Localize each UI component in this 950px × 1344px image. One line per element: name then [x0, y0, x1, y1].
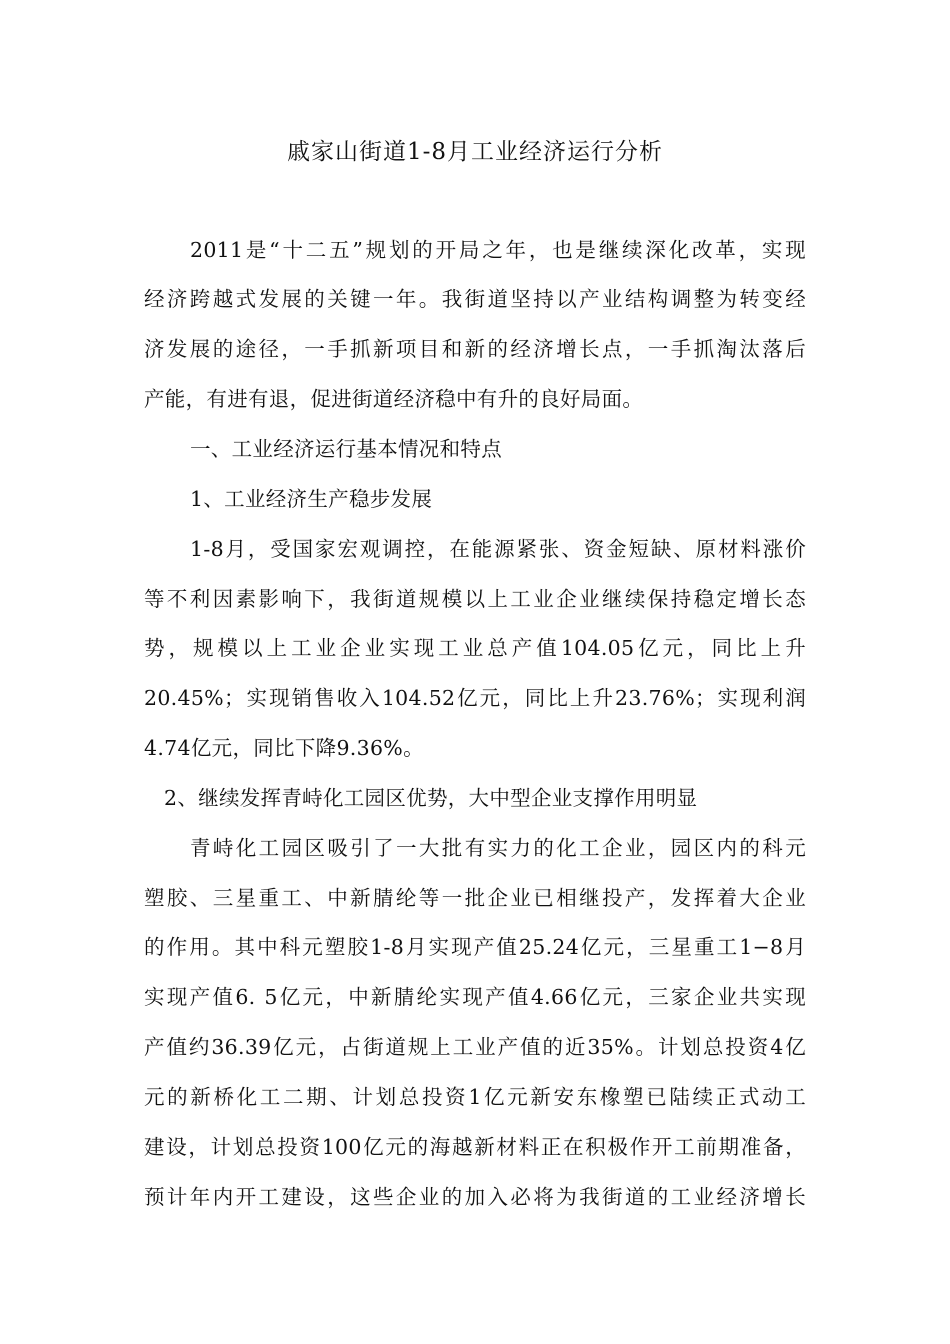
paragraph-line: 1-8月，受国家宏观调控，在能源紧张、资金短缺、原材料涨价: [190, 537, 806, 561]
subsection-heading: 2、继续发挥青峙化工园区优势，大中型企业支撑作用明显: [164, 786, 698, 810]
paragraph-line: 青峙化工园区吸引了一大批有实力的化工企业，园区内的科元: [190, 836, 806, 860]
paragraph-line: 预计年内开工建设，这些企业的加入必将为我街道的工业经济增长: [144, 1185, 806, 1209]
paragraph-line: 建设，计划总投资100亿元的海越新材料正在积极作开工前期准备，: [144, 1135, 806, 1159]
paragraph-line: 元的新桥化工二期、计划总投资1亿元新安东橡塑已陆续正式动工: [144, 1085, 806, 1109]
paragraph-line: 产值约36.39亿元，占街道规上工业产值的近35%。计划总投资4亿: [144, 1035, 806, 1059]
paragraph-line: 4.74亿元，同比下降9.36%。: [144, 736, 424, 760]
paragraph-line: 20.45%；实现销售收入104.52亿元，同比上升23.76%；实现利润: [144, 686, 806, 710]
paragraph-line: 2011是“十二五”规划的开局之年，也是继续深化改革，实现: [190, 238, 806, 262]
paragraph-line: 实现产值6. 5亿元，中新腈纶实现产值4.66亿元，三家企业共实现: [144, 985, 806, 1009]
paragraph-line: 经济跨越式发展的关键一年。我街道坚持以产业结构调整为转变经: [144, 287, 806, 311]
paragraph-line: 势，规模以上工业企业实现工业总产值104.05亿元，同比上升: [144, 636, 806, 660]
paragraph-line: 塑胶、三星重工、中新腈纶等一批企业已相继投产，发挥着大企业: [144, 886, 806, 910]
paragraph-line: 产能，有进有退，促进街道经济稳中有升的良好局面。: [144, 387, 644, 411]
paragraph-line: 济发展的途径，一手抓新项目和新的经济增长点，一手抓淘汰落后: [144, 337, 806, 361]
paragraph-line: 等不利因素影响下，我街道规模以上工业企业继续保持稳定增长态: [144, 587, 806, 611]
section-heading: 一、工业经济运行基本情况和特点: [190, 437, 502, 461]
subsection-heading: 1、工业经济生产稳步发展: [190, 487, 433, 511]
document-title: 戚家山街道1-8月工业经济运行分析: [286, 139, 664, 165]
paragraph-line: 的作用。其中科元塑胶1-8月实现产值25.24亿元，三星重工1−8月: [144, 935, 806, 959]
